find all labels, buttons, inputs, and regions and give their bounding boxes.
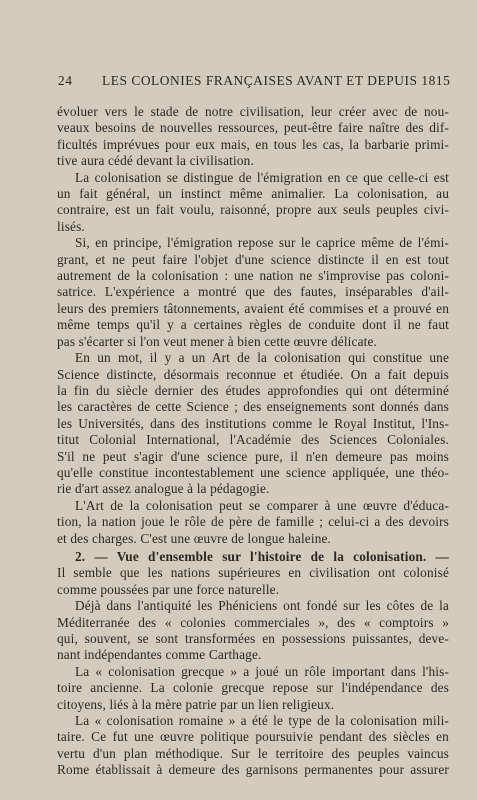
text-line: satrice. L'expérience a montré que des fautes, inséparables d'ail- — [57, 284, 449, 300]
text-line: qu'elle constitue incontestablement une science appliquée, une théo- — [57, 464, 449, 480]
text-line: vertu d'un plan méthodique. Sur le territoire des peuples vaincus — [57, 745, 449, 761]
text-line: et des charges. C'est une œuvre de longue haleine. — [57, 530, 332, 546]
paragraph-7 — [57, 598, 449, 664]
paragraph-3 — [57, 235, 449, 350]
text-line: évoluer vers le stade de notre civilisation, leur créer avec de nou- — [57, 104, 449, 119]
text-line: Méditerranée des « colonies commerciales », des « comptoirs » — [57, 614, 449, 630]
text-line: même temps qu'il y a certaines règles de conduite dont il ne faut — [57, 317, 449, 333]
text-line: nant indépendantes comme Carthage. — [57, 647, 262, 663]
text-line: tive aura cédé devant la civilisation. — [57, 153, 254, 169]
text-line: Il semble que les nations supérieures en civilisation ont colonisé — [57, 565, 449, 581]
text-line: la fin du siècle dernier des études approfondies qui ont déterminé — [57, 382, 449, 398]
text-line: Déjà dans l'antiquité les Phéniciens ont fondé sur les côtes de la — [75, 598, 449, 614]
text-line: La « colonisation romaine » a été le type de la colonisation mili- — [75, 713, 449, 729]
text-line: Si, en principe, l'émigration repose sur le caprice même de l'émi- — [75, 235, 449, 251]
paragraph-4 — [57, 350, 449, 498]
paragraph-1 — [57, 104, 449, 170]
text-line: En un mot, il y a un Art de la colonisation qui constitue une — [75, 350, 449, 366]
section-heading: 2. — Vue d'ensemble sur l'histoire de la colonisation. — — [75, 548, 449, 564]
page-body — [57, 104, 449, 779]
text-line: La « colonisation grecque » a joué un rôle important dans l'his- — [75, 663, 449, 679]
text-line: citoyens, liés à la mère patrie par un lien religieux. — [57, 696, 335, 712]
text-line: veaux besoins de nouvelles ressources, peut-être faire naître des dif- — [57, 120, 449, 136]
text-line: toire ancienne. La colonie grecque repose sur l'indépendance des — [57, 680, 449, 696]
text-line: Rome établissait à demeure des garnisons permanentes pour assurer — [57, 762, 449, 778]
paragraph-5 — [57, 498, 449, 547]
text-line: titut Colonial International, l'Académie des Sciences Coloniales. — [57, 432, 449, 448]
text-line: rie d'art assez analogue à la pédagogie. — [57, 481, 270, 497]
section-2 — [57, 549, 449, 598]
running-title: LES COLONIES FRANÇAISES AVANT ET DEPUIS 1815 — [102, 73, 451, 88]
text-line: La colonisation se distingue de l'émigration en ce que celle-ci est — [75, 169, 449, 185]
text-line: un fait général, un instinct même animalier. La colonisation, au — [57, 186, 449, 202]
text-line: leurs des premiers tâtonnements, avaient été commises et a prouvé en — [57, 300, 449, 316]
text-line: qui, souvent, se sont transformées en possessions puissantes, deve- — [57, 631, 449, 646]
text-line: grant, et ne peut faire l'objet d'une science distincte il en est tout — [57, 251, 449, 267]
text-line: comme poussées par une force naturelle. — [57, 581, 280, 597]
text-line: tion, la nation joue le rôle de père de famille ; celui-ci a des devoirs — [57, 514, 449, 530]
text-line: lisés. — [57, 218, 85, 234]
paragraph-8 — [57, 664, 449, 713]
paragraph-2 — [57, 170, 449, 236]
text-line: Science distincte, désormais reconnue et étudiée. On a fait depuis — [57, 366, 449, 382]
text-line: pas s'écarter si l'on veut mener à bien cette œuvre délicate. — [57, 333, 377, 349]
text-line: ficultés imprévues pour eux mais, en tous les cas, la barbarie primi- — [57, 136, 449, 152]
text-line: autrement de la colonisation : une nation ne s'improvise pas coloni- — [57, 268, 449, 284]
page-number: 24 — [58, 73, 73, 88]
text-line: S'il ne peut s'agir d'une science pure, il n'en demeure pas moins — [57, 448, 449, 464]
page-header — [58, 73, 451, 91]
text-line: L'Art de la colonisation peut se comparer à une œuvre d'éduca- — [75, 497, 449, 513]
text-line: contraire, est un fait voulu, raisonné, propre aux seuls peuples civi- — [57, 202, 449, 218]
paragraph-9 — [57, 713, 449, 779]
text-line: les Universités, dans des institutions comme le Royal Institut, l'Ins- — [57, 415, 449, 431]
text-line: les caractères de cette Science ; des enseignements sont donnés dans — [57, 399, 449, 415]
text-line: taire. Ce fut une œuvre politique poursuivie pendant des siècles en — [57, 729, 449, 745]
